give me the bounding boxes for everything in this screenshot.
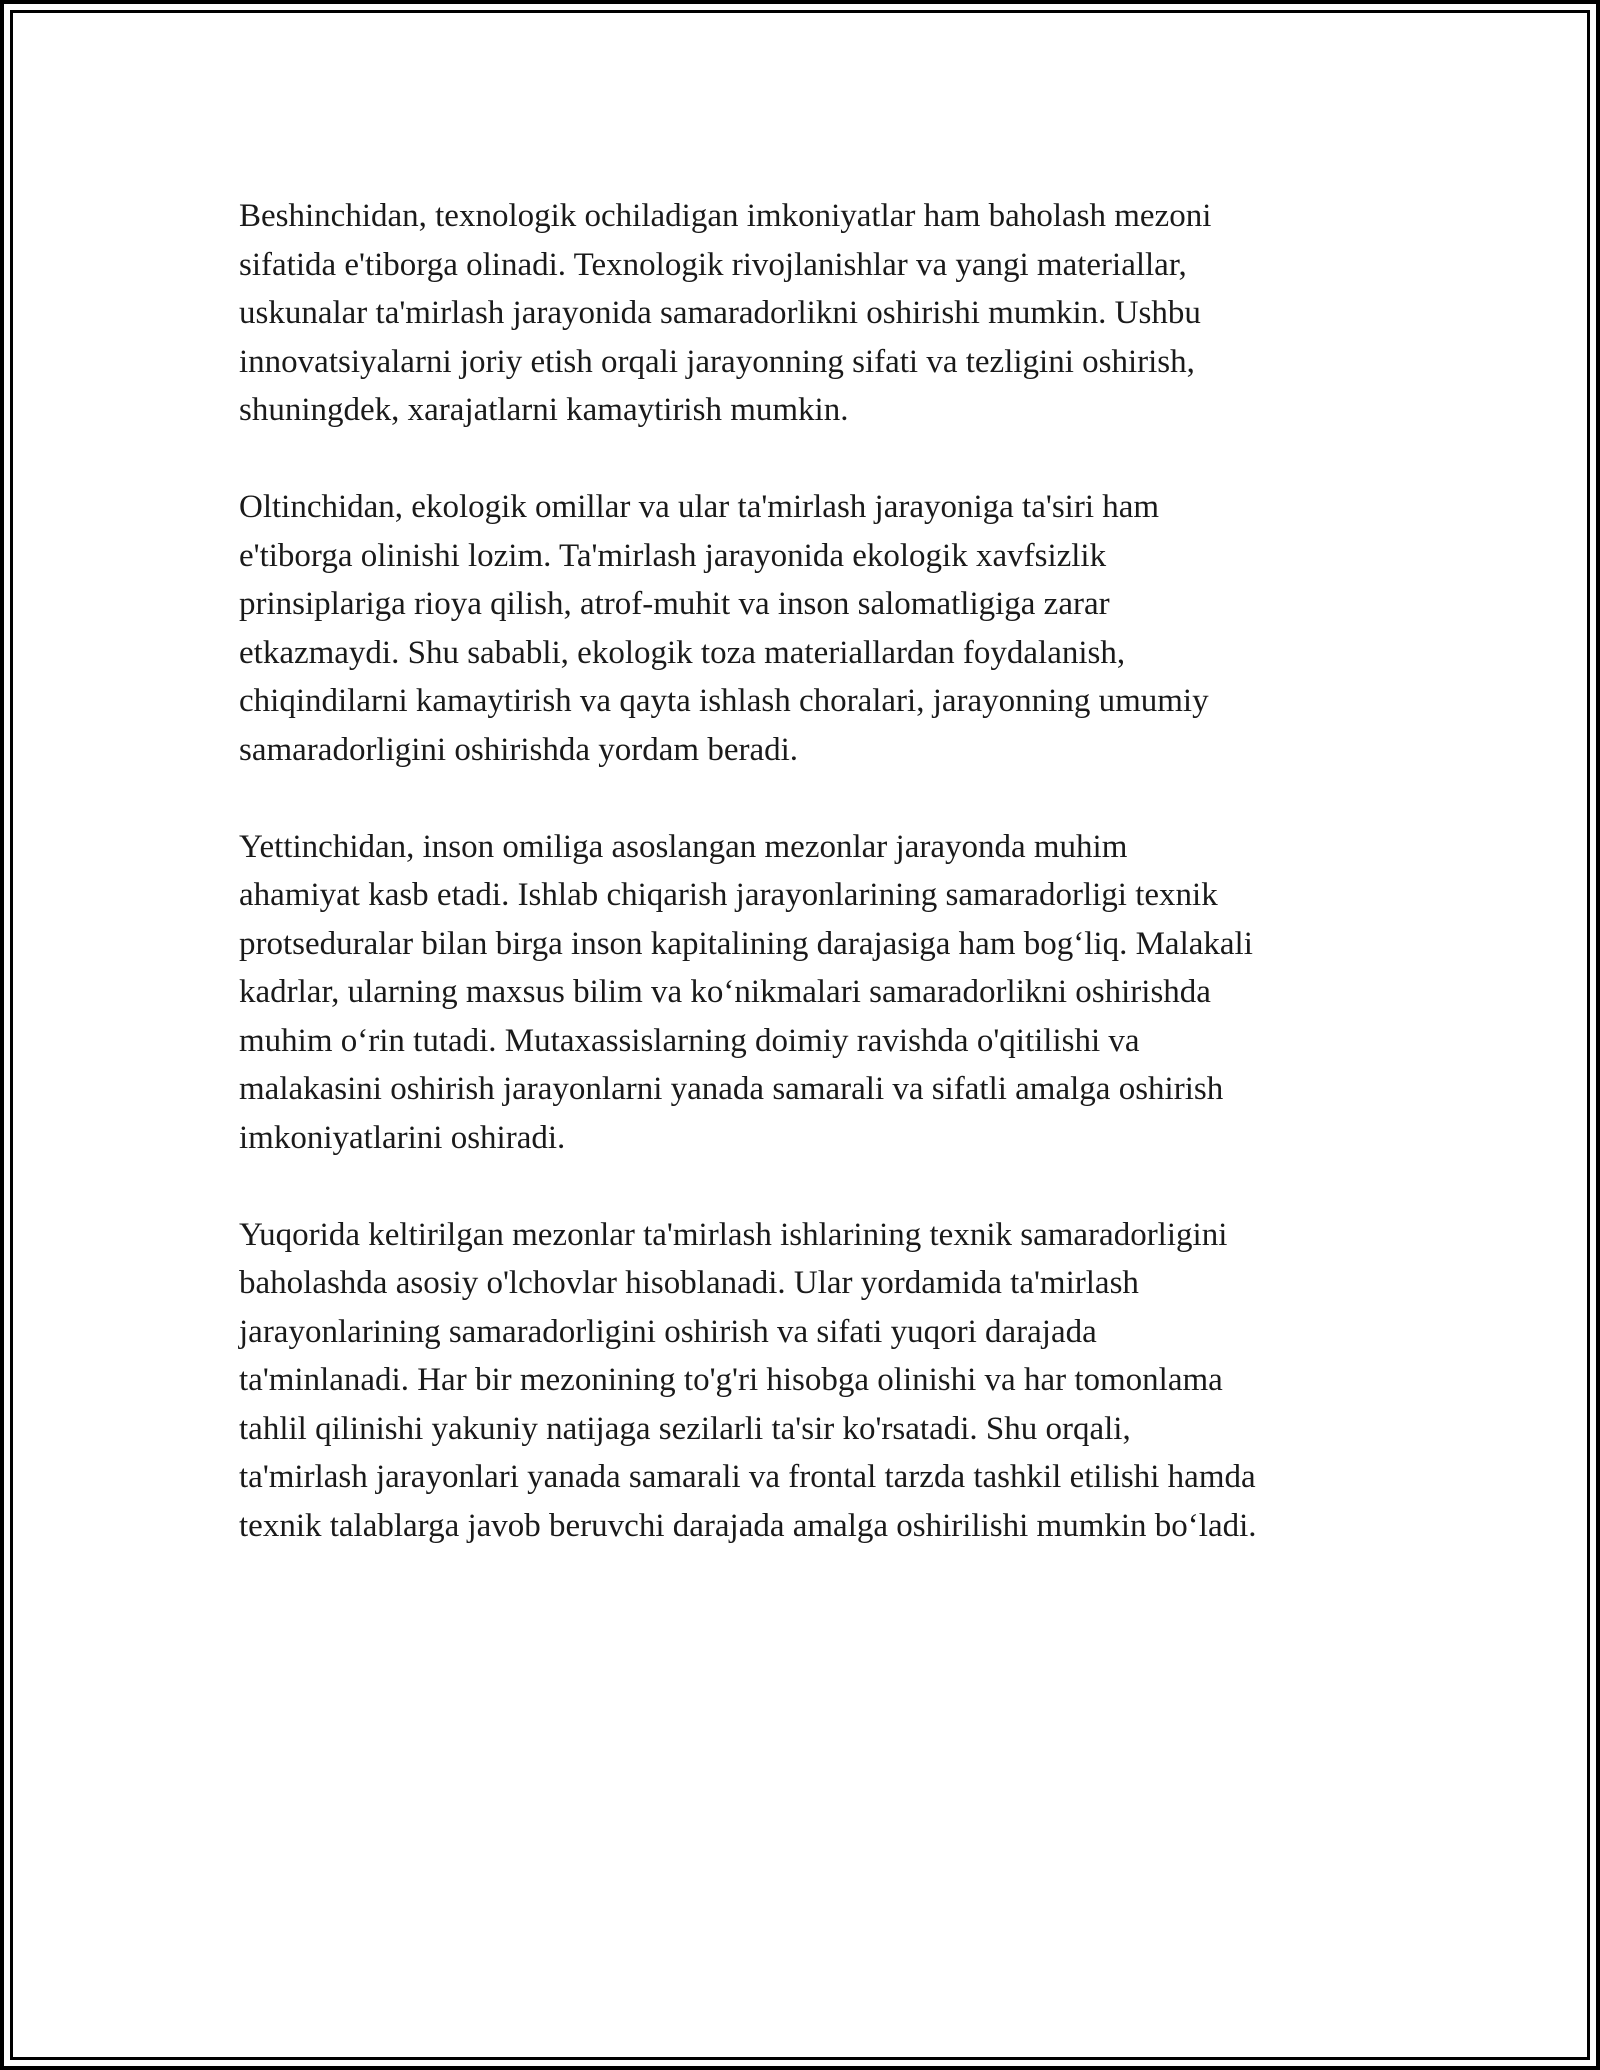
text-line: ahamiyat kasb etadi. Ishlab chiqarish jarayonlarining samaradorligi texnik	[239, 877, 1218, 913]
text-line: sifatida e'tiborga olinadi. Texnologik rivojlanishlar va yangi materiallar,	[239, 246, 1187, 283]
text-line: ta'minlanadi. Har bir mezonining to'g'ri hisobga olinishi va har tomonlama	[239, 1362, 1223, 1398]
text-line: uskunalar ta'mirlash jarayonida samaradorlikni oshirishi mumkin. Ushbu	[239, 295, 1201, 331]
text-line: prinsiplariga rioya qilish, atrof-muhit va inson salomatligiga zarar	[239, 586, 1110, 622]
text-line: Beshinchidan, texnologik ochiladigan imkoniyatlar ham baholash mezoni	[239, 198, 1212, 234]
text-line: imkoniyatlarini oshiradi.	[239, 1119, 566, 1156]
text-line: kadrlar, ularning maxsus bilim va ko‘nikmalari samaradorlikni oshirishda	[239, 974, 1211, 1010]
text-line: shuningdek, xarajatlarni kamaytirish mumkin.	[239, 392, 849, 428]
text-line: Yettinchidan, inson omiliga asoslangan mezonlar jarayonda muhim	[239, 828, 1128, 865]
paragraph-2	[239, 483, 1399, 774]
text-line: Yuqorida keltirilgan mezonlar ta'mirlash ishlarining texnik samaradorligini	[239, 1216, 1228, 1253]
text-line: jarayonlarining samaradorligini oshirish va sifati yuqori darajada	[239, 1313, 1097, 1350]
text-line: samaradorligini oshirishda yordam beradi.	[239, 731, 799, 768]
text-line: texnik talablarga javob beruvchi darajada amalga oshirilishi mumkin bo‘ladi.	[239, 1507, 1257, 1544]
text-line: malakasini oshirish jarayonlarni yanada samarali va sifatli amalga oshirish	[239, 1071, 1224, 1107]
paragraph-3	[239, 823, 1399, 1163]
document-body	[239, 192, 1399, 1599]
text-line: etkazmaydi. Shu sababli, ekologik toza materiallardan foydalanish,	[239, 634, 1126, 671]
paragraph-1	[239, 192, 1399, 435]
text-line: innovatsiyalarni joriy etish orqali jarayonning sifati va tezligini oshirish,	[239, 343, 1195, 380]
text-line: muhim o‘rin tutadi. Mutaxassislarning doimiy ravishda o'qitilishi va	[239, 1022, 1140, 1059]
text-line: protseduralar bilan birga inson kapitalining darajasiga ham bog‘liq. Malakali	[239, 925, 1253, 962]
paragraph-4	[239, 1211, 1399, 1551]
text-line: chiqindilarni kamaytirish va qayta ishlash choralari, jarayonning umumiy	[239, 683, 1209, 719]
text-line: e'tiborga olinishi lozim. Ta'mirlash jarayonida ekologik xavfsizlik	[239, 537, 1107, 574]
text-line: Oltinchidan, ekologik omillar va ular ta'mirlash jarayoniga ta'siri ham	[239, 489, 1160, 525]
text-line: baholashda asosiy o'lchovlar hisoblanadi. Ular yordamida ta'mirlash	[239, 1265, 1139, 1301]
text-line: tahlil qilinishi yakuniy natijaga sezilarli ta'sir ko'rsatadi. Shu orqali,	[239, 1410, 1131, 1447]
text-line: ta'mirlash jarayonlari yanada samarali va frontal tarzda tashkil etilishi hamda	[239, 1459, 1256, 1495]
